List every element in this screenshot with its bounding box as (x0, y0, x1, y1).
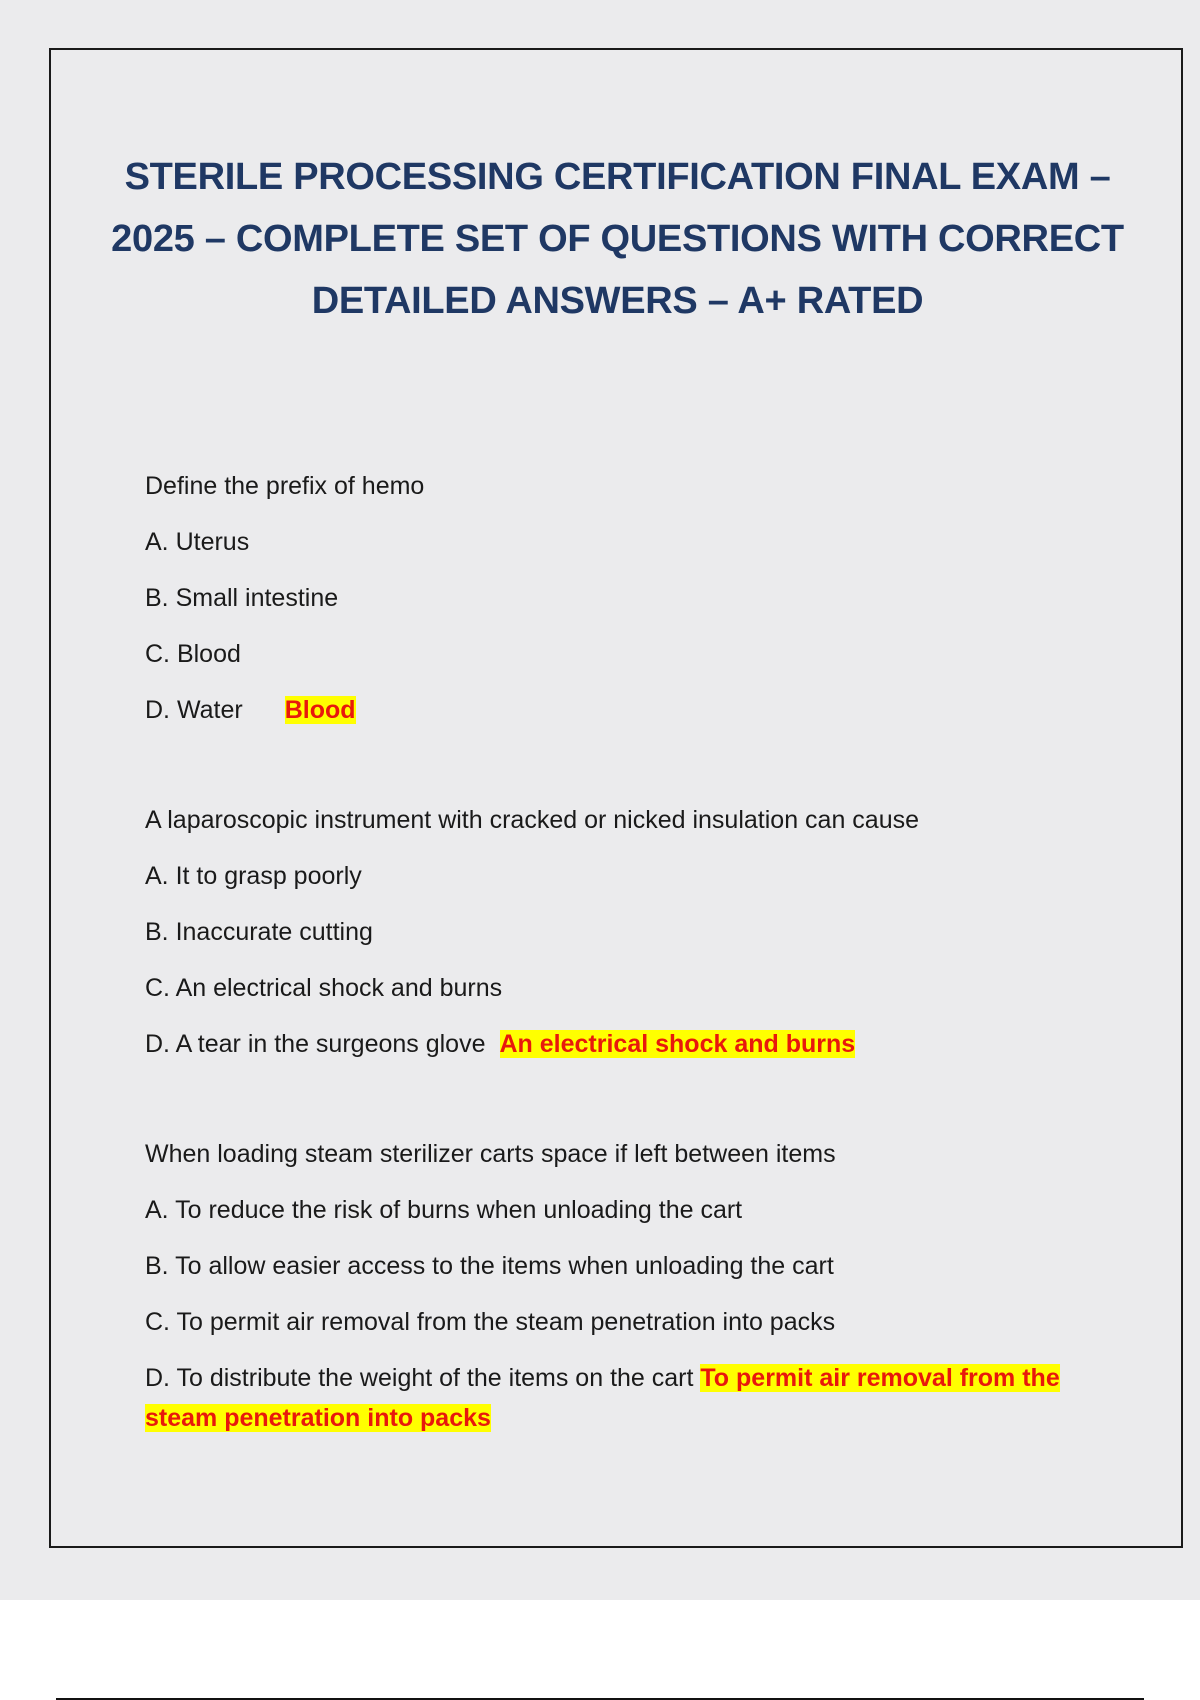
option-d: D. A tear in the surgeons glove (145, 1030, 486, 1058)
correct-answer: Blood (284, 696, 356, 724)
option-a: A. Uterus (145, 528, 250, 556)
question-list (145, 458, 1105, 1492)
option-d-row (145, 1350, 1105, 1438)
option-a: A. It to grasp poorly (145, 862, 362, 890)
option-c: C. An electrical shock and burns (145, 974, 503, 1002)
correct-answer: To permit air removal from the steam penetration into packs (145, 1364, 1060, 1432)
document-title: STERILE PROCESSING CERTIFICATION FINAL EXAM – 2025 – COMPLETE SET OF QUESTIONS WITH CORRECT DETAILED ANSWERS – A+ RATED (111, 156, 1124, 322)
question-2 (145, 792, 1105, 1072)
option-d: D. To distribute the weight of the items on the cart (145, 1364, 694, 1392)
question-prompt: A laparoscopic instrument with cracked or nicked insulation can cause (145, 806, 920, 834)
question-prompt: Define the prefix of hemo (145, 472, 425, 500)
question-3 (145, 1126, 1105, 1438)
correct-answer: An electrical shock and burns (499, 1030, 856, 1058)
question-prompt: When loading steam sterilizer carts space if left between items (145, 1140, 836, 1168)
option-b: B. Small intestine (145, 584, 339, 612)
option-d-row (145, 1016, 1105, 1072)
question-1 (145, 458, 1105, 738)
option-d: D. Water (145, 696, 243, 724)
option-b: B. To allow easier access to the items when unloading the cart (145, 1252, 834, 1280)
option-c: C. To permit air removal from the steam penetration into packs (145, 1308, 836, 1336)
option-a: A. To reduce the risk of burns when unloading the cart (145, 1196, 743, 1224)
option-d-row (145, 682, 1105, 738)
option-c: C. Blood (145, 640, 241, 668)
option-b: B. Inaccurate cutting (145, 918, 373, 946)
